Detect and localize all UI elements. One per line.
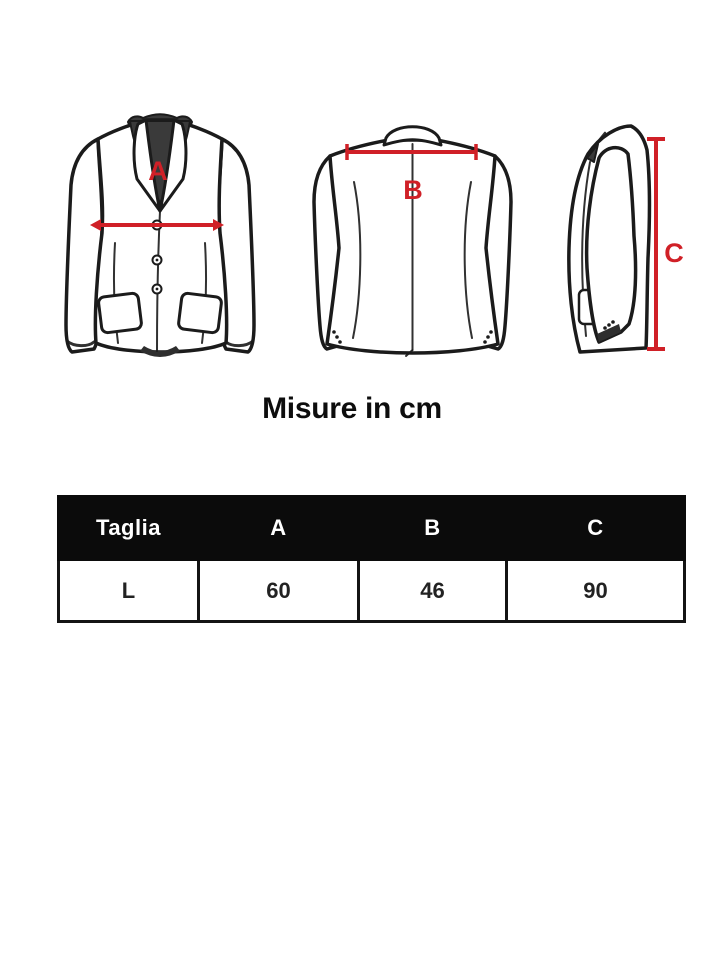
jacket-back-outline (314, 127, 511, 356)
header-cell-a: A (199, 497, 359, 560)
jacket-back-view-illustration (310, 118, 515, 358)
measure-label-c: C (664, 238, 684, 268)
header-cell-c: C (507, 497, 685, 560)
jacket-side-outline (569, 126, 650, 352)
header-cell-taglia: Taglia (59, 497, 199, 560)
cell-measure-c: 90 (507, 560, 685, 622)
measure-annotation-c (647, 139, 684, 349)
jacket-front-outline (66, 114, 254, 357)
measure-label-a: A (148, 156, 168, 186)
jacket-side-view-illustration (543, 118, 693, 358)
header-cell-b: B (359, 497, 507, 560)
table-row (59, 560, 685, 622)
cell-size: L (59, 560, 199, 622)
cell-measure-a: 60 (199, 560, 359, 622)
cell-measure-b: 46 (359, 560, 507, 622)
page-title: Misure in cm (262, 392, 442, 425)
table-header-row (59, 497, 685, 560)
size-table (57, 495, 686, 623)
measure-label-b: B (403, 175, 423, 205)
jacket-front-view-illustration (60, 113, 260, 358)
